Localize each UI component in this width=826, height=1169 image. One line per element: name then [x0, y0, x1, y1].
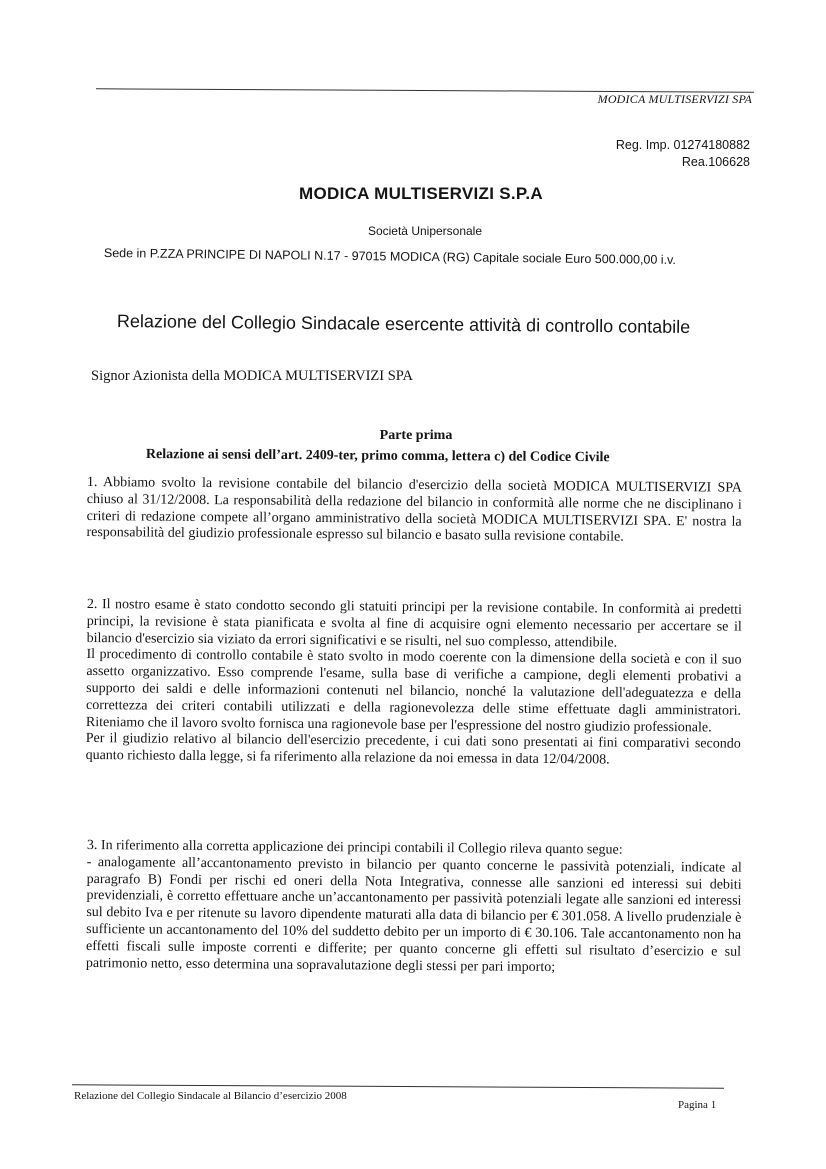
- part-subheading: Relazione ai sensi dell’art. 2409-ter, primo comma, lettera c) del Codice Civile: [145, 447, 610, 466]
- section-1-text: 1. Abbiamo svolto la revisione contabile del bilancio d'esercizio della società MODICA MULTISERVIZI SPA chiuso al 31/12/2008. La responsabilità della redazione del bilancio in conformità alle norme che ne disciplinano i criteri di redazione compete all’organo amministrativo della società MODICA MULTISERVIZI SPA. E' nostra la responsabilità del giudizio professionale espresso sul bilancio e basato sulla revisione contabile.: [86, 475, 742, 546]
- salutation: Signor Azionista della MODICA MULTISERVIZI SPA: [91, 368, 414, 384]
- registry-number: Reg. Imp. 01274180882: [615, 138, 750, 152]
- section-1: [86, 475, 742, 548]
- section-2-paragraph-3: Per il giudizio relativo al bilancio dell'esercizio precedente, i cui dati sono presentati ai fini comparativi secondo quanto richiesto dalla legge, si fa riferimento alla relazione da noi emessa in data 12/04/2008.: [85, 731, 741, 768]
- company-address: Sede in P.ZZA PRINCIPE DI NAPOLI N.17 - 97015 MODICA (RG) Capitale sociale Euro 500.000,00 i.v.: [103, 246, 676, 267]
- header-company-tag: MODICA MULTISERVIZI SPA: [597, 92, 752, 106]
- section-2-paragraph-2: Il procedimento di controllo contabile è stato svolto in modo coerente con la dimensione della società e con il suo assetto organizzativo. Esso comprende l'esame, sulla base di verifiche a campione, degli elementi probativi a supporto dei saldi e delle informazioni contenuti nel bilancio, nonché la valutazione dell'adeguatezza e della correttezza dei criteri contabili utilizzati e della ragionevolezza delle stime effettuate dagli amministratori. Riteniamo che il lavoro svolto fornisca una ragionevole base per l'espressione del nostro giudizio professionale.: [85, 647, 742, 736]
- footer-page-number: Pagina 1: [678, 1099, 717, 1111]
- section-3-bullet: - analogamente all’accantonamento previsto in bilancio per quanto concerne le passività potenziali, indicate al paragrafo B) Fondi per rischi ed oneri della Nota Integrativa, connesse alle sanzioni ed interessi sui debiti previdenziali, è corretto effettuare anche un’accantonamento per passività potenziali legate alle sanzioni ed interessi sul debito Iva e per ritenute su lavoro dipendente maturati alla data di bilancio per € 301.058. A livello prudenziale è sufficiente un accantonamento del 10% del suddetto debito per un importo di € 30.106. Tale accantonamento non ha effetti fiscali sulle imposte correnti e differite; per quanto concerne gli effetti sul risultato d’esercizio e sul patrimonio netto, esso determina una sopravalutazione degli stessi per pari importo;: [85, 854, 742, 975]
- rea-number: Rea.106628: [681, 155, 750, 169]
- section-3-intro: 3. In riferimento alla corretta applicazione dei principi contabili il Collegio rileva quanto segue:: [86, 838, 623, 858]
- company-name: MODICA MULTISERVIZI S.P.A: [299, 184, 543, 203]
- report-title: Relazione del Collegio Sindacale esercente attività di controllo contabile: [116, 311, 691, 338]
- footer-rule: [72, 1084, 724, 1088]
- footer-document-title: Relazione del Collegio Sindacale al Bilancio d’esercizio 2008: [74, 1090, 347, 1102]
- section-2: [86, 597, 742, 771]
- section-2-paragraph-1: 2. Il nostro esame è stato condotto secondo gli statuiti principi per la revisione contabile. In conformità ai predetti principi, la revisione è stata pianificata e svolta al fine di acquisire ogni elemento necessario per accertare se il bilancio d'esercizio sia viziato da errori significativi e se risulti, nel suo complesso, attendibile.: [86, 597, 742, 651]
- section-3: [86, 838, 742, 978]
- part-heading: Parte prima: [379, 428, 453, 443]
- company-type: Società Unipersonale: [367, 224, 483, 238]
